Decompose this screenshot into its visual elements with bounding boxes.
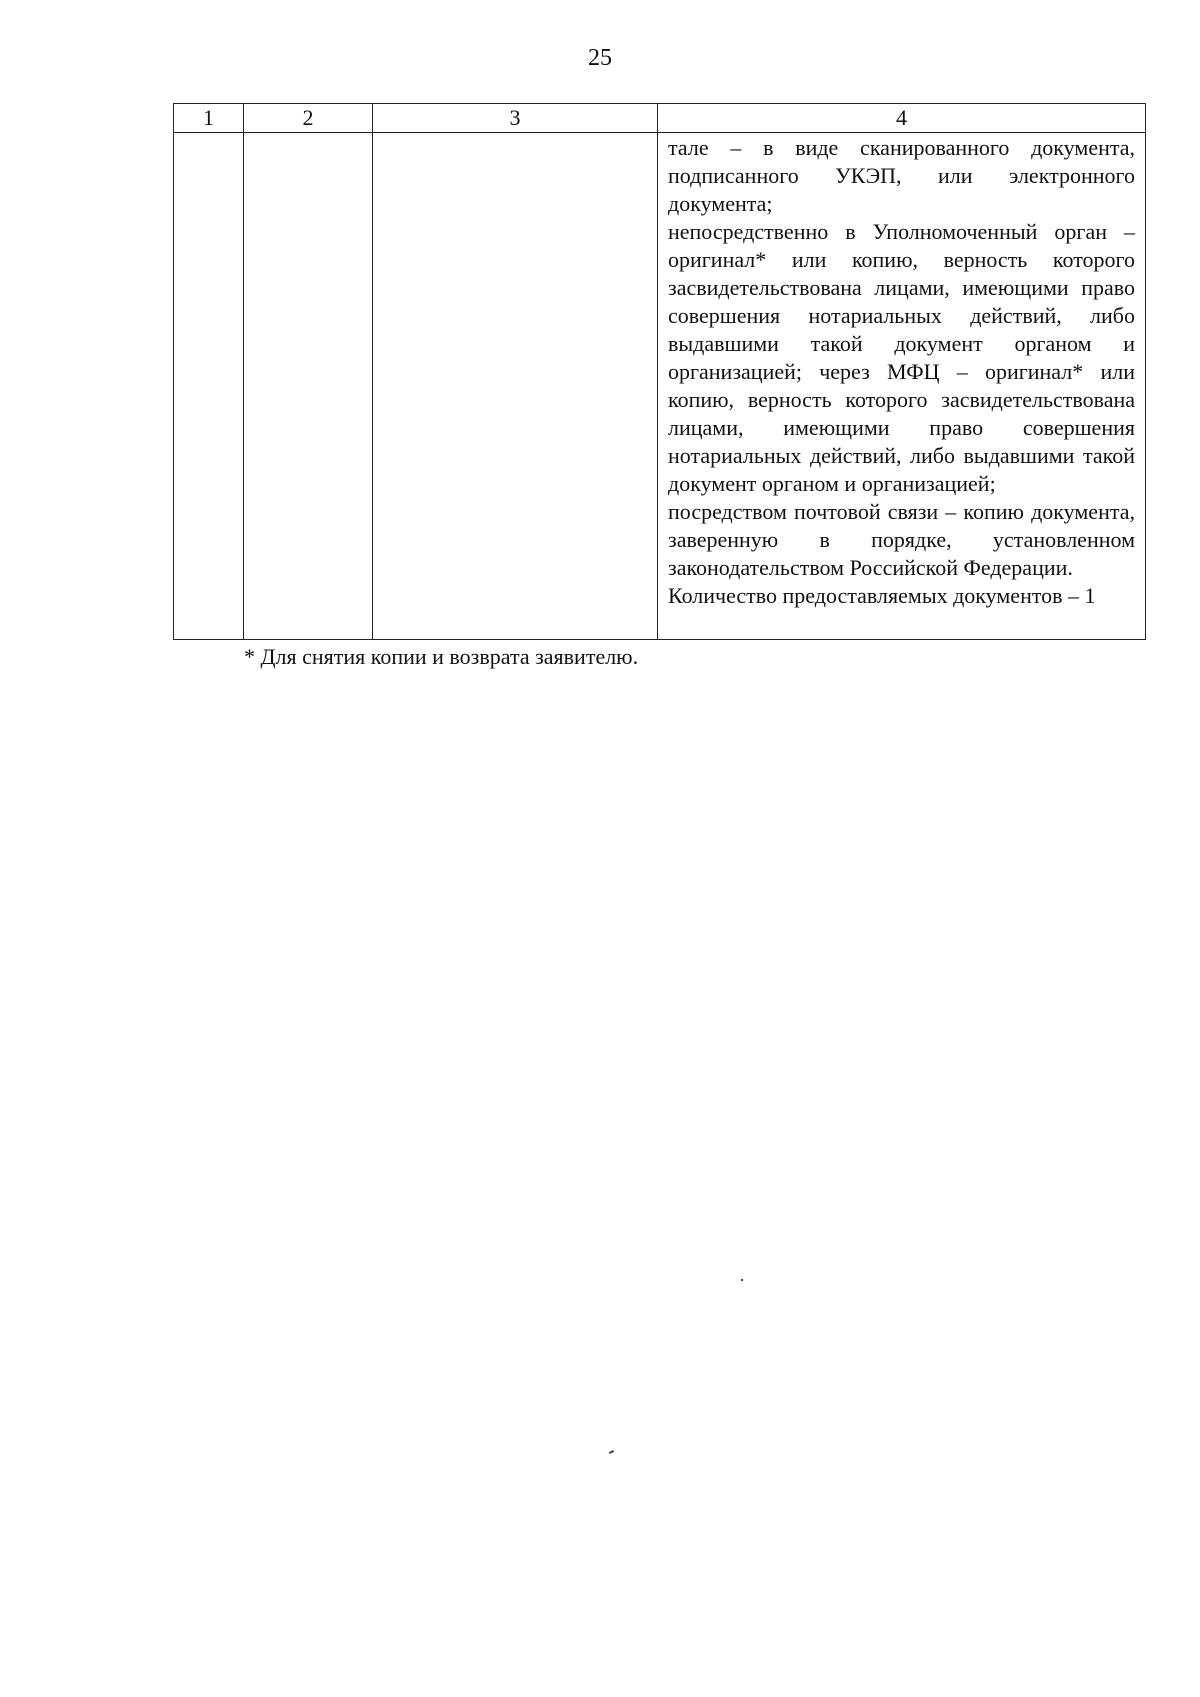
page-number: 25 [588,45,612,71]
paragraph-direct-submission: непосредственно в Уполномоченный орган – оригинал* или копию, верность которого засвидетельствована лицами, имеющими право совершения нотариальных действий, либо выдавшими такой документ органом и организацией; через МФЦ – оригинал* или копию, верность которого засвидетельствована лицами, имеющими право совершения нотариальных действий, либо выдавшими такой документ органом и организацией; [668,219,1135,496]
paragraph-scan-submission: тале – в виде сканированного документа, подписанного УКЭП, или электронного документа; [668,135,1135,216]
table-cell-col4 [658,133,1146,640]
column-header-1: 1 [174,104,244,133]
table-cell-col2 [244,133,373,640]
document-table [173,103,1146,640]
paragraph-postal-submission: посредством почтовой связи – копию документа, заверенную в порядке, установленном законодательством Российской Федерации. [668,499,1135,580]
scan-speck [741,1279,743,1281]
footnote: * Для снятия копии и возврата заявителю. [244,644,639,669]
column-header-4: 4 [658,104,1146,133]
table-header-row [174,104,1146,133]
column-header-2: 2 [244,104,373,133]
table-cell-col1 [174,133,244,640]
table-cell-col3 [373,133,658,640]
table-row [174,133,1146,640]
scan-speck [609,1450,614,1454]
paragraph-document-count: Количество предоставляемых документов – 1 [668,583,1096,608]
column-header-3: 3 [373,104,658,133]
cell-text-block [658,133,1145,610]
